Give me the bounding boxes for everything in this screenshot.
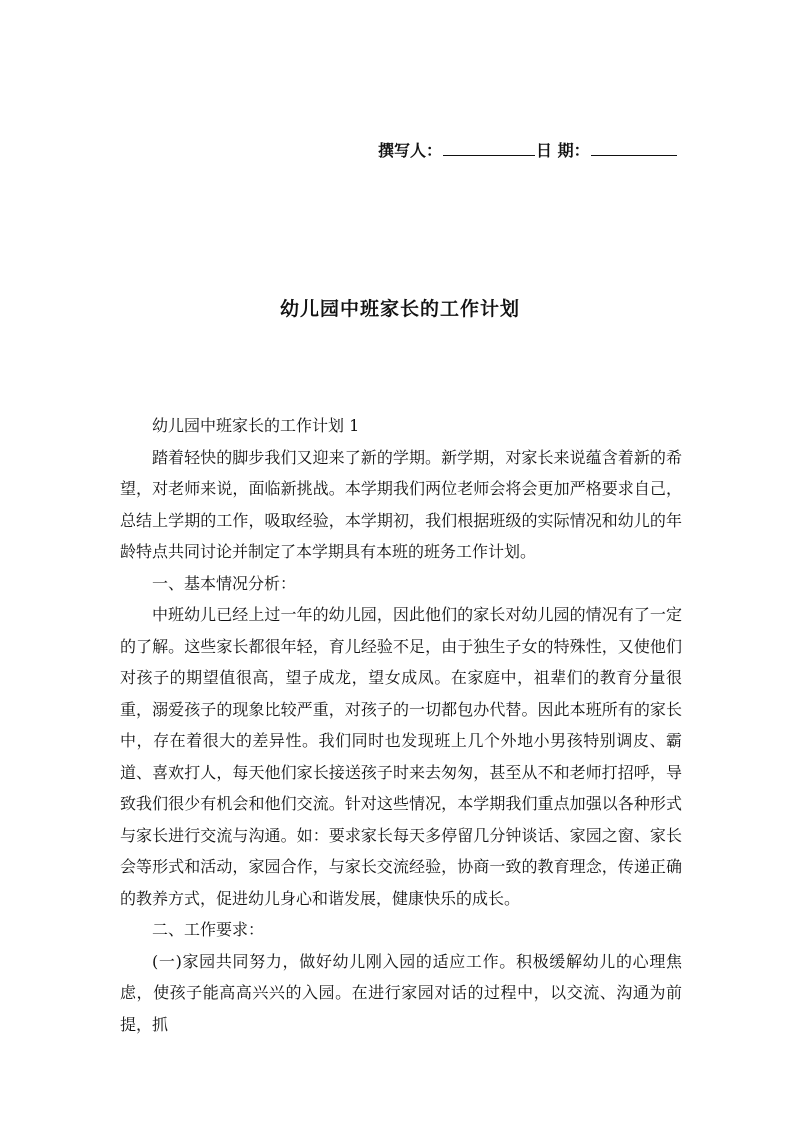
author-date-line <box>378 138 688 164</box>
date-blank-field <box>591 140 677 156</box>
body-paragraph: 中班幼儿已经上过一年的幼儿园，因此他们的家长对幼儿园的情况有了一定的了解。这些家长都很年轻，育儿经验不足，由于独生子女的特殊性，又使他们对孩子的期望值很高，望子成龙，望女成凤。在家庭中，祖辈们的教育分量很重，溺爱孩子的现象比较严重，对孩子的一切都包办代替。因此本班所有的家长中，存在着很大的差异性。我们同时也发现班上几个外地小男孩特别调皮、霸道、喜欢打人，每天他们家长接送孩子时来去匆匆，甚至从不和老师打招呼，导致我们很少有机会和他们交流。针对这些情况，本学期我们重点加强以各种形式与家长进行交流与沟通。如：要求家长每天多停留几分钟谈话、家园之窗、家长会等形式和活动，家园合作，与家长交流经验，协商一致的教育理念，传递正确的教养方式，促进幼儿身心和谐发展，健康快乐的成长。 <box>120 605 682 908</box>
body-paragraph: 踏着轻快的脚步我们又迎来了新的学期。新学期，对家长来说蕴含着新的希望，对老师来说，面临新挑战。本学期我们两位老师会将会更加严格要求自己，总结上学期的工作，吸取经验，本学期初，我们根据班级的实际情况和幼儿的年龄特点共同讨论并制定了本学期具有本班的班务工作计划。 <box>120 447 682 561</box>
document-title: 幼儿园中班家长的工作计划 <box>279 298 520 320</box>
section-heading: 一、基本情况分析： <box>152 573 297 593</box>
section-heading: 二、工作要求： <box>152 920 265 939</box>
date-label: 日 期： <box>536 141 590 160</box>
section-heading: 幼儿园中班家长的工作计划 1 <box>152 416 360 435</box>
author-label: 撰写人： <box>378 141 443 160</box>
body-paragraph: (一)家园共同努力，做好幼儿刚入园的适应工作。积极缓解幼儿的心理焦虑，使孩子能高高兴兴的入园。在进行家园对话的过程中，以交流、沟通为前提，抓 <box>120 951 682 1034</box>
author-blank-field <box>443 140 535 156</box>
document-body <box>120 410 682 1040</box>
